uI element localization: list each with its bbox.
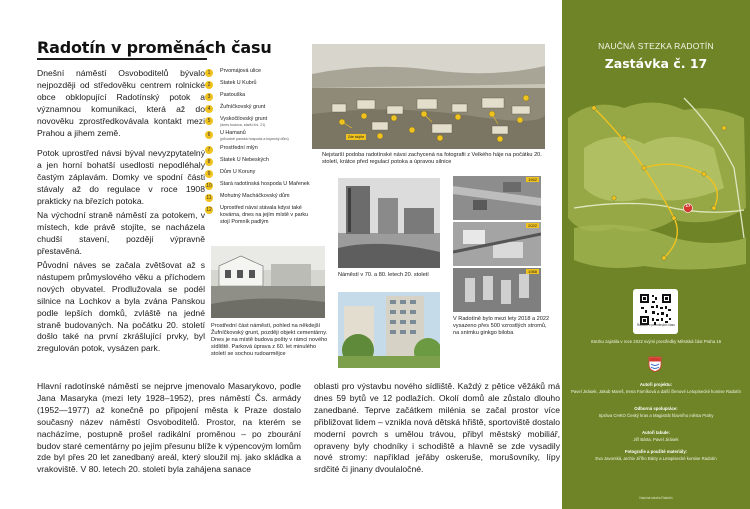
ginkgo-caption: V Radotíně bylo mezi lety 2018 a 2022 vysazeno přes 500 vzrostlých stromů, na snímku ginkgo biloba	[453, 316, 550, 336]
title-underline	[37, 58, 207, 60]
authors-text: Pavel Jirásek, Jakub Mareš, Irena Farníková a další členové Letopisecké komise Radotín	[570, 389, 742, 394]
legend-number: 12	[206, 206, 212, 213]
photos-heading: Fotografie a použité materiály:	[624, 449, 688, 454]
legend-number: 8	[205, 158, 213, 166]
qr-label: Radotín v proměnách času	[636, 323, 676, 327]
text-authors: Jiří Bárta, Pavel Jirásek	[633, 437, 679, 442]
legend-label: Prvomájová ulice	[220, 68, 262, 74]
legend-label: Dům U Koruny	[220, 168, 256, 175]
trail-map	[564, 88, 750, 280]
legend-item	[205, 205, 317, 226]
legend-item	[205, 145, 317, 154]
paragraph-4: Původní náves se začala zvětšovat až s nástupem průmyslového věku a příchodem nových obyvatel. Prodlužovala se podél silnice na Lochkov a byla zvána Panskou podle lepších domků, zvláště na jedné straně budovaných. Na počátku 20. století došlo také na první zkrášlující prvky, byl zregulován potok, vysázen park.	[37, 260, 205, 354]
side-footer: Naučná stezka Radotín	[639, 496, 673, 500]
legend-label: Pastouška	[220, 92, 246, 98]
page-title: Radotín v proměnách času	[37, 38, 272, 57]
aerial-photo-1942	[453, 176, 541, 220]
old-street-photo	[211, 246, 325, 318]
legend-number: 3	[205, 93, 213, 101]
legend-item	[205, 157, 317, 166]
legend-sublabel: (dnes budova, starší čís. 21)	[220, 123, 266, 127]
square-70s-photo	[338, 178, 440, 268]
authors-heading: Autoři projektu:	[639, 382, 673, 387]
legend-list	[205, 68, 317, 229]
legend-item	[205, 181, 317, 190]
legend-number: 2	[205, 81, 213, 89]
paragraph-1: Dnešní náměstí Osvoboditelů bývalo nejpozději od středověku centrem rolnické obce obklopující Radotínský potok a významnou komunikaci, která až do novověku zprostředkovávala kontakt mezi Prahou a jihem země.	[37, 68, 205, 138]
legend-item	[205, 80, 317, 89]
historic-photo-caption: Nejstarší podoba radotínské návsi zachycená na fotografii z Velkého háje na počátku 20. století, krátce před regulací potoka a úpravou silnice	[322, 152, 542, 165]
legend-label: Žufníčkovský grunt	[220, 104, 266, 110]
bottom-text-column-2: oblasti pro výstavbu nového sídliště. Každý z pětice věžáků má dnes 59 bytů ve 12 podlažích. Okolí domů ale zůstalo dlouho zanedbané. Teprve začátkem milénia se začal prostor více přibližovat lidem – vznikla nová dětská hřiště, sportoviště dostalo moderní povrch s umělou trávou, přibyl městský mobiliář, opraveny byly chodníky i schodiště a hlavně se zde vysadily nové stromy: například jeřáby oskeruše, morušovníky, lípy srdčité či jinany dvoulaločné.	[314, 381, 560, 475]
legend-number: 4	[205, 105, 213, 113]
legend-number: 9	[205, 170, 213, 178]
legend-label: Vyskočilovský grunt	[220, 116, 268, 122]
square-70s-caption: Náměstí v 70. a 80. letech 20. století	[338, 272, 429, 278]
trail-name: NAUČNÁ STEZKA RADOTÍN	[598, 41, 714, 51]
legend-label: Prostřední mlýn	[220, 144, 258, 151]
experts-text: Správa CHKO Český kras a Magistrát hlavního města Prahy	[598, 413, 714, 418]
modern-towers-photo	[338, 292, 440, 368]
year-badge: 1988	[528, 269, 537, 274]
text-authors-heading: Autoři tabule:	[642, 430, 670, 435]
you-are-here-tag: Zde stojíte	[347, 135, 365, 139]
legend-number: 7	[205, 146, 213, 154]
legend-item	[205, 130, 317, 141]
legend-item	[205, 169, 317, 178]
legend-label: Statek U Nebeských	[220, 156, 269, 163]
radotin-crest-icon	[648, 356, 662, 372]
legend-number: 5	[205, 117, 213, 125]
historic-village-photo	[312, 44, 545, 149]
legend-label: Uprostřed návsi stávala kdysi také kovárna, dnes na jejím místě v parku stojí Pomník padlým	[220, 204, 309, 225]
legend-number: 11	[206, 194, 212, 201]
aerial-photo-2022	[453, 222, 541, 266]
legend-item	[205, 193, 317, 202]
photos-credits: Eva Javorská, archiv Jiřího Bárty a Letopisecké komise Radotín	[595, 456, 717, 461]
year-badge: 2022	[528, 223, 537, 228]
legend-item	[205, 92, 317, 101]
legend-label: Mohutný Macháčkovský dům	[220, 192, 290, 199]
aerial-photo-1988	[453, 268, 541, 312]
legend-item	[205, 116, 317, 127]
qr-code-icon	[633, 291, 678, 327]
legend-item	[205, 68, 317, 77]
experts-heading: Odborná spolupráce:	[634, 406, 678, 411]
legend-number: 1	[205, 69, 213, 77]
map-marker-label: 17	[685, 203, 691, 208]
year-badge: 1942	[528, 177, 537, 182]
legend-label: Statek U Kubrů	[220, 80, 257, 86]
paragraph-2: Potok uprostřed návsi býval nevyzpytatelný a jen horní bohatší usedlosti nepodléhaly častým záplavám. Domky ve spodní části stávaly až do regulace v roce 1908 prakticky na březích potoka.	[37, 148, 205, 206]
paragraph-3: Na východní straně náměstí za potokem, v místech, kde právě stojíte, se nacházela chudší stavení, později výpravně přestavěná.	[37, 210, 205, 256]
legend-item	[205, 104, 317, 113]
legend-number: 6	[205, 131, 213, 139]
legend-number: 10	[206, 182, 212, 189]
legend-label: U Hamanů	[220, 130, 246, 137]
old-street-caption: Prostřední část náměstí, pohled na někdejší Žufníčkovský grunt, později objekt cementárny. Dnes je na místě budova pošty v rámci nového sídliště. Parková úprava z 60. let minulého století se sochou rudoarmějce	[211, 323, 328, 357]
bottom-text-column-1: Hlavní radotínské náměstí se nejprve jmenovalo Masarykovo, podle Jana Masaryka (mezi lety 1928–1952), pres náměstí Čs. armády (1952—1977) až konečně po připojení města k Praze dostalo současný název náměstí Osvoboditelů. Prostor, na kterém se nacházíme, postupně prošel radikální proměnou – po zbourání budov staré cementárny po jejím přesunu blíže k výpencovým lomům zde byl přes 20 let zanedbaný areál, který sloužil mj. jako skládka a vrakoviště. V 80. letech 20. století byla zahájena sanace	[37, 381, 301, 475]
funding-note: Stezku zajistila v roce 2022 svými prostředky Městská část Praha 16	[590, 339, 722, 344]
stop-number: Zastávka č. 17	[604, 56, 708, 71]
legend-sublabel: (původně panská hospoda a kupecký dům)	[220, 137, 289, 142]
legend-label: Stará radotínská hospoda U Mařenek	[220, 180, 310, 187]
